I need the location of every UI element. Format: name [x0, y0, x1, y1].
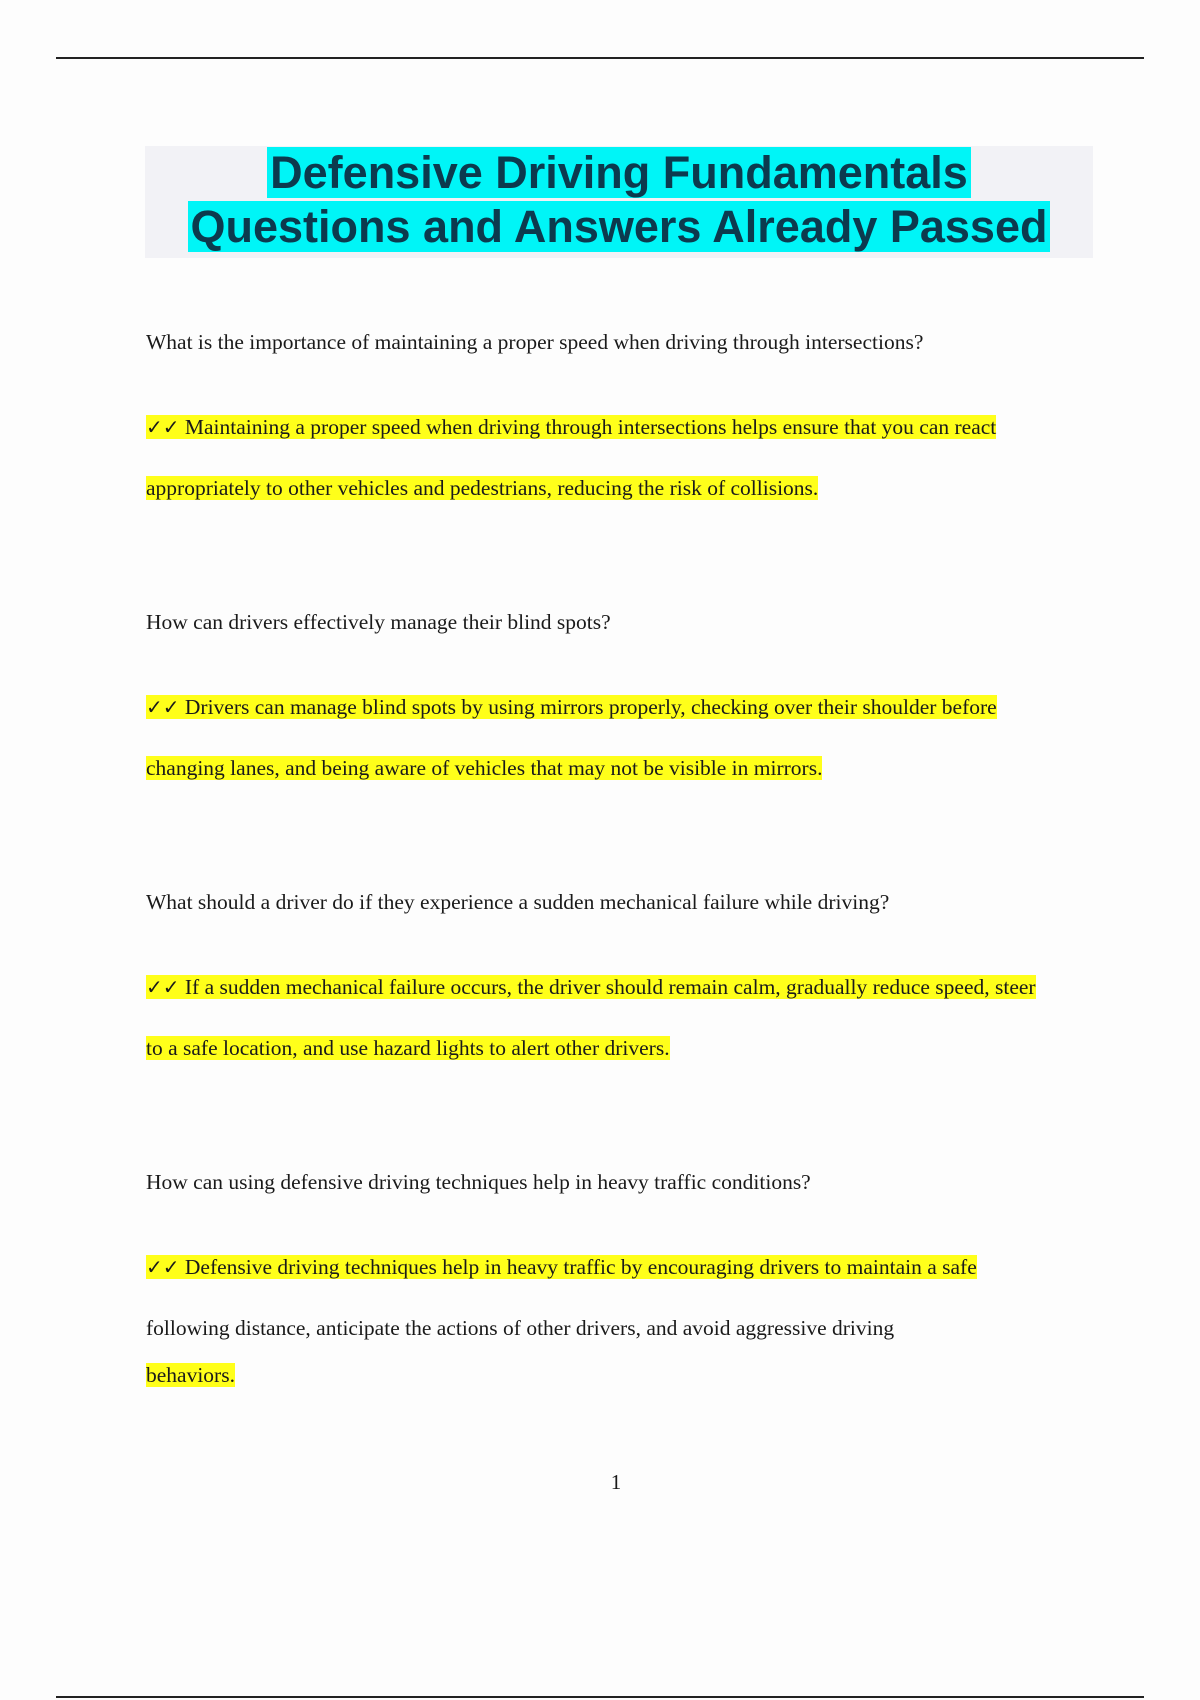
qa-item-4 — [146, 1167, 1096, 1397]
answer-text: ✓✓ Drivers can manage blind spots by using mirrors properly, checking over their shoulder before changing lanes, and being aware of vehicles that may not be visible in mirrors. — [146, 695, 997, 780]
answer-text: ✓✓ If a sudden mechanical failure occurs, the driver should remain calm, gradually reduce speed, steer to a safe location, and use hazard lights to alert other drivers. — [146, 975, 1036, 1060]
document-title — [145, 146, 1093, 258]
question-text: What is the importance of maintaining a proper speed when driving through intersections? — [146, 330, 924, 354]
double-check-icon: ✓✓ — [146, 1255, 180, 1279]
page-number: 1 — [610, 1470, 622, 1494]
answer-text: ✓✓ Maintaining a proper speed when driving through intersections helps ensure that you can react appropriately to other vehicles and pedestrians, reducing the risk of collisions. — [146, 415, 997, 500]
answer-text: ✓✓ Defensive driving techniques help in heavy traffic by encouraging drivers to maintain a safe following distance, anticipate the actions of other drivers, and avoid aggressive driving — [146, 1255, 977, 1340]
question-text: How can using defensive driving techniques help in heavy traffic conditions? — [146, 1170, 811, 1194]
qa-item-1 — [146, 327, 1096, 519]
footer-rule — [56, 1696, 1144, 1698]
double-check-icon: ✓✓ — [146, 975, 180, 999]
title-line-1: Defensive Driving Fundamentals — [267, 147, 971, 198]
qa-item-3 — [146, 887, 1096, 1079]
qa-item-2 — [146, 607, 1096, 799]
double-check-icon: ✓✓ — [146, 415, 180, 439]
question-text: What should a driver do if they experience a sudden mechanical failure while driving? — [146, 890, 890, 914]
title-line-2: Questions and Answers Already Passed — [188, 201, 1051, 252]
question-text: How can drivers effectively manage their blind spots? — [146, 610, 611, 634]
header-rule — [56, 57, 1144, 59]
answer-text-end: behaviors. — [146, 1363, 235, 1387]
double-check-icon: ✓✓ — [146, 695, 180, 719]
